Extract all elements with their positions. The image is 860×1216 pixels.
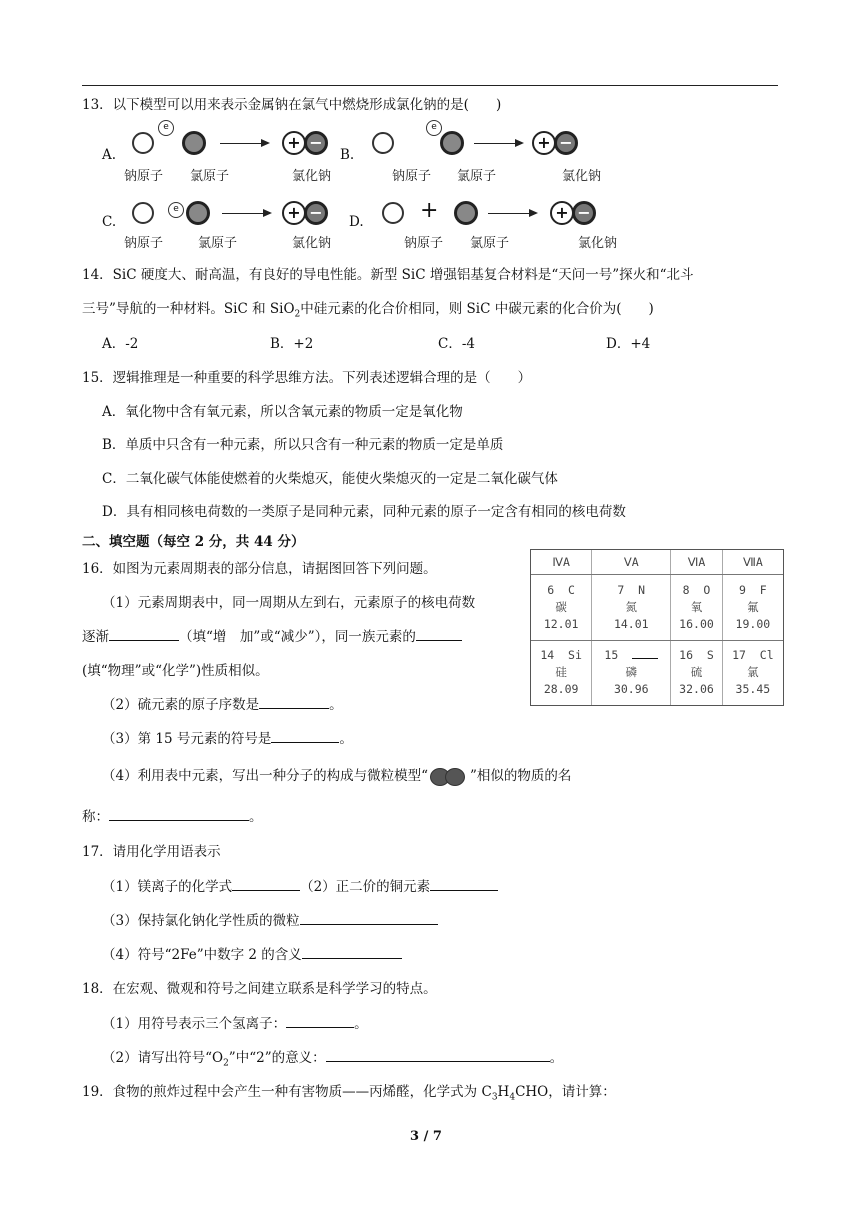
- q15-option-a: A．氧化物中含有氧元素，所以含氧元素的物质一定是氧化物: [102, 404, 463, 420]
- element-cell: 8 O 氧 16.00: [671, 575, 722, 641]
- answer-blank[interactable]: [416, 625, 462, 641]
- element-cell: 15 磷 30.96: [592, 640, 671, 705]
- answer-blank[interactable]: [302, 943, 402, 959]
- page-number: 3 / 7: [410, 1129, 442, 1144]
- sodium-atom-icon: [132, 132, 154, 154]
- electron-icon: e: [426, 120, 442, 136]
- q17-part4: （4）符号“2Fe”中数字 2 的含义: [102, 943, 402, 963]
- label-sodium-atom: 钠原子: [124, 236, 164, 251]
- answer-blank[interactable]: [109, 805, 249, 821]
- symbol-blank[interactable]: [632, 647, 658, 659]
- label-chlorine-atom: 氯原子: [457, 169, 497, 184]
- q17-stem: 17．请用化学用语表示: [82, 844, 221, 860]
- q18-stem: 18．在宏观、微观和符号之间建立联系是科学学习的特点。: [82, 981, 437, 997]
- header-rule: [82, 85, 778, 86]
- sodium-ion-icon: +: [532, 131, 556, 155]
- q18-part1: （1）用符号表示三个氢离子： 。: [102, 1012, 368, 1032]
- group-header: ⅥA: [671, 550, 722, 575]
- q16-part2: （2）硫元素的原子序数是 。: [102, 693, 343, 713]
- q13-option-b-label: B.: [340, 147, 355, 163]
- q16-part4-line2: 称： 。: [82, 805, 263, 825]
- q19-stem: 19．食物的煎炸过程中会产生一种有害物质——丙烯醛，化学式为 $C_3H_4CHO$，请计算：: [82, 1084, 616, 1103]
- label-sodium-atom: 钠原子: [404, 236, 444, 251]
- q14-line1: 14．SiC 硬度大、耐高温，有良好的导电性能。新型 SiC 增强铝基复合材料是“天问一号”探火和“北斗: [82, 267, 694, 283]
- chloride-ion-icon: −: [554, 131, 578, 155]
- reaction-arrow-icon: [474, 143, 522, 144]
- chloride-ion-icon: −: [304, 131, 328, 155]
- q15-option-b: B．单质中只含有一种元素，所以只含有一种元素的物质一定是单质: [102, 437, 504, 453]
- chlorine-atom-icon: [440, 131, 464, 155]
- q15-stem: 15．逻辑推理是一种重要的科学思维方法。下列表述逻辑合理的是（ ）: [82, 370, 532, 386]
- answer-blank[interactable]: [286, 1012, 354, 1028]
- reaction-arrow-icon: [488, 213, 536, 214]
- chloride-ion-icon: −: [304, 201, 328, 225]
- q14-option-b: B．+2: [270, 336, 314, 352]
- answer-blank[interactable]: [259, 693, 329, 709]
- reaction-arrow-icon: [220, 143, 268, 144]
- electron-icon: e: [168, 202, 184, 218]
- chlorine-atom-icon: [182, 131, 206, 155]
- q13-stem: 13．以下模型可以用来表示金属钠在氯气中燃烧形成氯化钠的是( ): [82, 97, 502, 113]
- answer-blank[interactable]: [232, 875, 300, 891]
- q16-part1-line2: 逐渐 （填“增 加”或“减少”），同一族元素的: [82, 625, 462, 645]
- q13-option-c-diagram: [120, 190, 340, 252]
- q13-option-b-diagram: [362, 120, 622, 188]
- sodium-atom-icon: [382, 202, 404, 224]
- q13-option-c-label: C.: [102, 214, 117, 230]
- chlorine-atom-icon: [454, 201, 478, 225]
- sodium-ion-icon: +: [550, 201, 574, 225]
- element-cell: 6 C 碳 12.01: [531, 575, 592, 641]
- answer-blank[interactable]: [430, 875, 498, 891]
- label-chlorine-atom: 氯原子: [198, 236, 238, 251]
- sodium-ion-icon: +: [282, 201, 306, 225]
- q13-option-a-label: A.: [102, 147, 117, 163]
- sodium-atom-icon: [372, 132, 394, 154]
- plus-sign: +: [420, 198, 439, 223]
- q18-part2: （2）请写出符号“$O_2$”中“2”的意义： 。: [102, 1046, 563, 1069]
- q14-option-d: D．+4: [606, 336, 651, 352]
- q17-part3: （3）保持氯化钠化学性质的微粒: [102, 909, 438, 929]
- periodic-table-excerpt: [530, 549, 784, 706]
- q14-line2: 三号”导航的一种材料。SiC 和 SiO$_2$中硅元素的化合价相同，则 SiC 中碳元素的化合价为( ): [82, 301, 654, 320]
- element-cell: 16 S 硫 32.06: [671, 640, 722, 705]
- answer-blank[interactable]: [109, 625, 179, 641]
- q14-option-c: C．-4: [438, 336, 475, 352]
- element-cell: 7 N 氮 14.01: [592, 575, 671, 641]
- chloride-ion-icon: −: [572, 201, 596, 225]
- section-2-heading: 二、填空题（每空 2 分，共 44 分）: [82, 534, 305, 550]
- chlorine-atom-icon: [186, 201, 210, 225]
- q13-option-a-diagram: [120, 120, 340, 188]
- q16-part1-line3: (填“物理”或“化学”)性质相似。: [82, 663, 269, 679]
- diatomic-molecule-icon: [428, 768, 470, 786]
- electron-icon: e: [158, 120, 174, 136]
- group-header: ⅣA: [531, 550, 592, 575]
- label-sodium-chloride: 氯化钠: [562, 169, 602, 184]
- answer-blank[interactable]: [326, 1046, 550, 1062]
- label-sodium-atom: 钠原子: [124, 169, 164, 184]
- q13-option-d-label: D.: [349, 214, 364, 230]
- reaction-arrow-icon: [222, 213, 270, 214]
- q15-option-d: D．具有相同核电荷数的一类原子是同种元素，同种元素的原子一定含有相同的核电荷数: [102, 504, 626, 520]
- label-sodium-chloride: 氯化钠: [578, 236, 618, 251]
- q15-option-c: C．二氧化碳气体能使燃着的火柴熄灭，能使火柴熄灭的一定是二氧化碳气体: [102, 471, 558, 487]
- sodium-ion-icon: +: [282, 131, 306, 155]
- label-sodium-chloride: 氯化钠: [292, 236, 332, 251]
- label-sodium-chloride: 氯化钠: [292, 169, 332, 184]
- label-chlorine-atom: 氯原子: [470, 236, 510, 251]
- q16-part3: （3）第 15 号元素的符号是 。: [102, 727, 353, 747]
- group-header: ⅦA: [722, 550, 783, 575]
- label-chlorine-atom: 氯原子: [190, 169, 230, 184]
- q16-part1-line1: （1）元素周期表中，同一周期从左到右，元素原子的核电荷数: [102, 595, 476, 611]
- q14-option-a: A．-2: [102, 336, 139, 352]
- element-cell: 14 Si 硅 28.09: [531, 640, 592, 705]
- sodium-atom-icon: [132, 202, 154, 224]
- label-sodium-atom: 钠原子: [392, 169, 432, 184]
- q13-option-d-diagram: [370, 190, 630, 252]
- answer-blank[interactable]: [271, 727, 339, 743]
- element-cell: 17 Cl 氯 35.45: [732, 648, 774, 697]
- q16-part4-line1: （4）利用表中元素，写出一种分子的构成与微粒模型“ ”相似的物质的名: [102, 768, 572, 784]
- q17-part1-2: （1）镁离子的化学式 （2）正二价的铜元素: [102, 875, 498, 895]
- element-cell: 9 F 氟 19.00: [722, 575, 783, 641]
- answer-blank[interactable]: [300, 909, 438, 925]
- group-header: ⅤA: [592, 550, 671, 575]
- q16-stem: 16．如图为元素周期表的部分信息，请据图回答下列问题。: [82, 561, 437, 577]
